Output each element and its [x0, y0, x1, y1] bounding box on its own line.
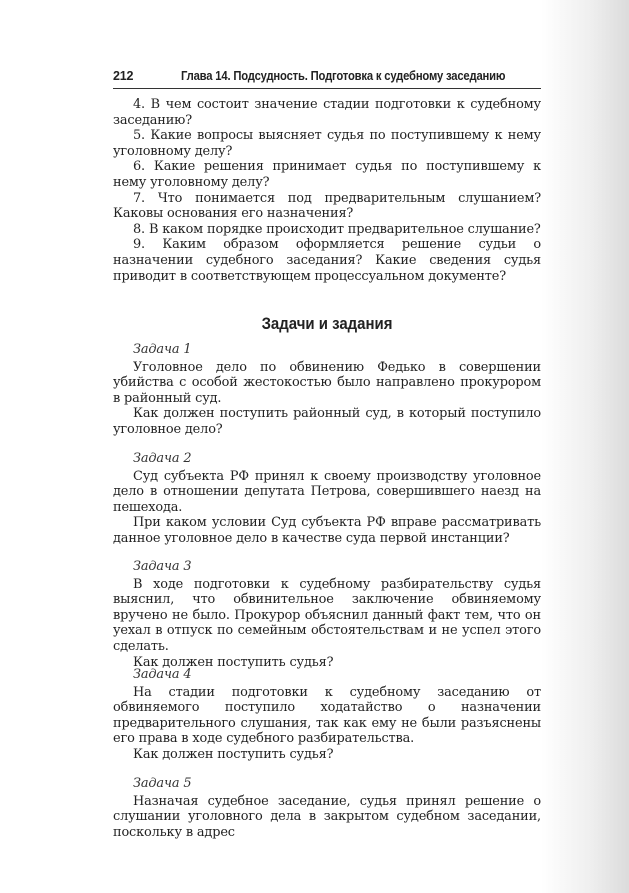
question-7: 7. Что понимается под предварительным слушанием? Каковы основания его назначения? — [113, 190, 541, 222]
chapter-title: Глава 14. Подсудность. Подготовка к судебному заседанию — [181, 69, 506, 83]
task-label: Задача 5 — [133, 776, 192, 791]
task-question: Как должен поступить судья? — [133, 746, 334, 762]
task-label: Задача 4 — [133, 667, 192, 682]
question-9: 9. Каким образом оформляется решение судьи о назначении судебного заседания? Какие сведения судья приводит в соответствующем процессуальном документе? — [113, 237, 541, 284]
task-5 — [113, 776, 541, 840]
task-4 — [113, 667, 541, 763]
task-label: Задача 1 — [133, 342, 192, 357]
question-8: 8. В каком порядке происходит предварительное слушание? — [133, 221, 541, 237]
task-label: Задача 3 — [133, 559, 192, 574]
task-paragraph: На стадии подготовки к судебному заседанию от обвиняемого поступило ходатайство о назначении предварительного слушания, так как ему не были разъяснены его права в ходе судебного разбирательства. — [113, 684, 541, 747]
task-question: При каком условии Суд субъекта РФ вправе рассматривать данное уголовное дело в качестве суда первой инстанции? — [113, 515, 541, 546]
question-4: 4. В чем состоит значение стадии подготовки к судебному заседанию? — [113, 97, 541, 128]
task-question: Как должен поступить судья? — [133, 654, 334, 670]
page-number: 212 — [113, 69, 134, 83]
task-1 — [113, 342, 541, 438]
section-title: Задачи и задания — [261, 314, 393, 333]
task-question: Как должен поступить районный суд, в который поступило уголовное дело? — [113, 406, 541, 437]
question-6: 6. Какие решения принимает судья по поступившему к нему уголовному делу? — [113, 159, 541, 190]
page-edge-shadow — [541, 0, 629, 893]
task-label: Задача 2 — [133, 451, 192, 466]
task-3 — [113, 559, 541, 670]
running-header — [113, 66, 541, 89]
review-questions — [113, 97, 541, 284]
task-paragraph: В ходе подготовки к судебному разбирательству судья выяснил, что обвинительное заключение обвиняемому вручено не было. Прокурор объяснил данный факт тем, что он уехал в отпуск по семейным обстоятельствам и не успел этого сделать. — [113, 576, 541, 654]
task-2 — [113, 451, 541, 547]
question-5: 5. Какие вопросы выясняет судья по поступившему к нему уголовному делу? — [113, 128, 541, 159]
task-paragraph: Назначая судебное заседание, судья принял решение о слушании уголовного дела в закрытом судебном заседании, поскольку в адрес — [113, 793, 541, 840]
task-paragraph: Суд субъекта РФ принял к своему производству уголовное дело в отношении депутата Петрова, совершившего наезд на пешехода. — [113, 468, 541, 515]
task-paragraph: Уголовное дело по обвинению Федько в совершении убийства с особой жестокостью было направлено прокурором в районный суд. — [113, 359, 541, 406]
